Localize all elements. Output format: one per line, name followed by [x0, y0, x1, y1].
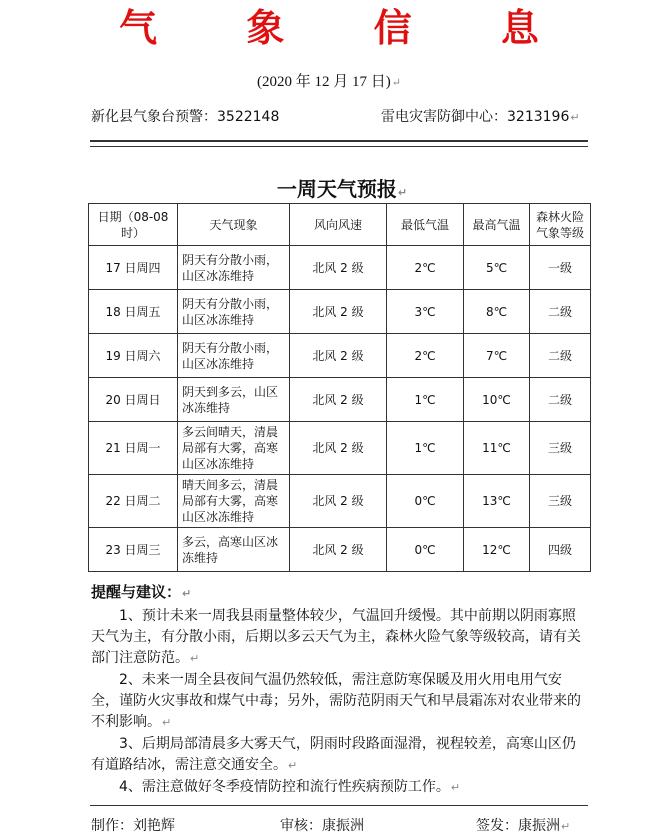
header-rule-thin [90, 146, 588, 147]
header-wind: 风向风速 [290, 204, 387, 246]
header-high-temp: 最高气温 [464, 204, 530, 246]
table-row [89, 246, 591, 290]
row-low-temp: 0℃ [387, 475, 464, 528]
table-row [89, 290, 591, 334]
table-row [89, 475, 591, 528]
paragraph-mark: ↵ [397, 186, 408, 199]
row-high-temp: 11℃ [464, 422, 530, 475]
table-row [89, 334, 591, 378]
advice-item: 2、未来一周全县夜间气温仍然较低，需注意防寒保暖及用火用电用气安全，谨防火灾事故和煤气中毒；另外，需防范阴雨天气和早晨霜冻对农业带来的不利影响。↵ [91, 672, 581, 730]
row-low-temp: 2℃ [387, 246, 464, 290]
row-weather: 多云，高寒山区冰冻维持 [178, 528, 290, 572]
advice-item: 1、预计未来一周我县雨量整体较少，气温回升缓慢。其中前期以阴雨寡照天气为主，有分散小雨，后期以多云天气为主，森林火险气象等级较高，请有关部门注意防范。↵ [91, 608, 581, 666]
paragraph-mark: ↵ [288, 759, 298, 772]
row-wind: 北风 2 级 [290, 246, 387, 290]
row-fire-risk: 二级 [530, 378, 591, 422]
row-date: 19 日周六 [89, 334, 178, 378]
paragraph-mark: ↵ [391, 77, 401, 89]
row-weather: 多云间晴天，清晨局部有大雾，高寒山区冰冻维持 [178, 422, 290, 475]
header-weather: 天气现象 [178, 204, 290, 246]
paragraph-mark: ↵ [182, 587, 192, 600]
header-low-temp: 最低气温 [387, 204, 464, 246]
paragraph-mark: ↵ [450, 781, 461, 794]
row-high-temp: 12℃ [464, 528, 530, 572]
advice-item: 3、后期局部清晨多大雾天气，阴雨时段路面湿滑，视程较差，高寒山区仍有道路结冰，需注意交通安全。↵ [91, 736, 576, 773]
forecast-title [0, 173, 658, 202]
row-date: 20 日周日 [89, 378, 178, 422]
table-row [89, 378, 591, 422]
table-header-row [89, 204, 591, 246]
row-low-temp: 1℃ [387, 422, 464, 475]
document-title: 气 象 信 息 [119, 5, 577, 50]
row-wind: 北风 2 级 [290, 528, 387, 572]
row-fire-risk: 二级 [530, 334, 591, 378]
row-fire-risk: 二级 [530, 290, 591, 334]
issue-date [0, 70, 658, 91]
forecast-title-text: 一周天气预报 [276, 177, 397, 201]
paragraph-mark: ↵ [561, 820, 571, 833]
row-low-temp: 0℃ [387, 528, 464, 572]
row-date: 17 日周四 [89, 246, 178, 290]
row-weather: 阴天有分散小雨，山区冰冻维持 [178, 334, 290, 378]
row-low-temp: 2℃ [387, 334, 464, 378]
issuer-text: 签发：康振洲 [476, 818, 560, 834]
row-wind: 北风 2 级 [290, 290, 387, 334]
header-date: 日期（08-08 时） [89, 204, 178, 246]
lightning-center-phone [381, 106, 580, 126]
row-date: 23 日周三 [89, 528, 178, 572]
row-weather: 阴天有分散小雨，山区冰冻维持 [178, 290, 290, 334]
row-wind: 北风 2 级 [290, 334, 387, 378]
advice-heading [91, 581, 191, 602]
forecast-table [88, 203, 591, 572]
row-date: 22 日周二 [89, 475, 178, 528]
advice-item: 4、需注意做好冬季疫情防控和流行性疾病预防工作。↵ [119, 779, 461, 795]
advice-heading-text: 提醒与建议： [91, 583, 182, 601]
row-high-temp: 5℃ [464, 246, 530, 290]
reviewer: 审核：康振洲 [280, 818, 364, 834]
row-date: 18 日周五 [89, 290, 178, 334]
row-low-temp: 3℃ [387, 290, 464, 334]
row-fire-risk: 一级 [530, 246, 591, 290]
table-row [89, 422, 591, 475]
warning-phone: 新化县气象台预警：3522148 [91, 109, 280, 125]
row-high-temp: 7℃ [464, 334, 530, 378]
paragraph-mark: ↵ [162, 716, 172, 729]
row-weather: 阴天到多云，山区冰冻维持 [178, 378, 290, 422]
row-weather: 阴天有分散小雨，山区冰冻维持 [178, 246, 290, 290]
row-high-temp: 8℃ [464, 290, 530, 334]
row-wind: 北风 2 级 [290, 378, 387, 422]
footer-rule [90, 805, 588, 806]
issuer [476, 815, 570, 835]
header-fire-risk: 森林火险气象等级 [530, 204, 591, 246]
row-wind: 北风 2 级 [290, 422, 387, 475]
header-rule-thick [90, 140, 588, 142]
row-high-temp: 10℃ [464, 378, 530, 422]
row-fire-risk: 四级 [530, 528, 591, 572]
lightning-center-phone-text: 雷电灾害防御中心：3213196 [381, 109, 570, 125]
issue-date-text: (2020 年 12 月 17 日) [257, 74, 391, 90]
row-wind: 北风 2 级 [290, 475, 387, 528]
maker: 制作：刘艳辉 [91, 818, 175, 834]
row-low-temp: 1℃ [387, 378, 464, 422]
row-fire-risk: 三级 [530, 422, 591, 475]
paragraph-mark: ↵ [570, 111, 580, 124]
advice-body [91, 606, 585, 799]
table-row [89, 528, 591, 572]
row-weather: 晴天间多云，清晨局部有大雾，高寒山区冰冻维持 [178, 475, 290, 528]
row-date: 21 日周一 [89, 422, 178, 475]
row-fire-risk: 三级 [530, 475, 591, 528]
row-high-temp: 13℃ [464, 475, 530, 528]
paragraph-mark: ↵ [190, 652, 200, 665]
